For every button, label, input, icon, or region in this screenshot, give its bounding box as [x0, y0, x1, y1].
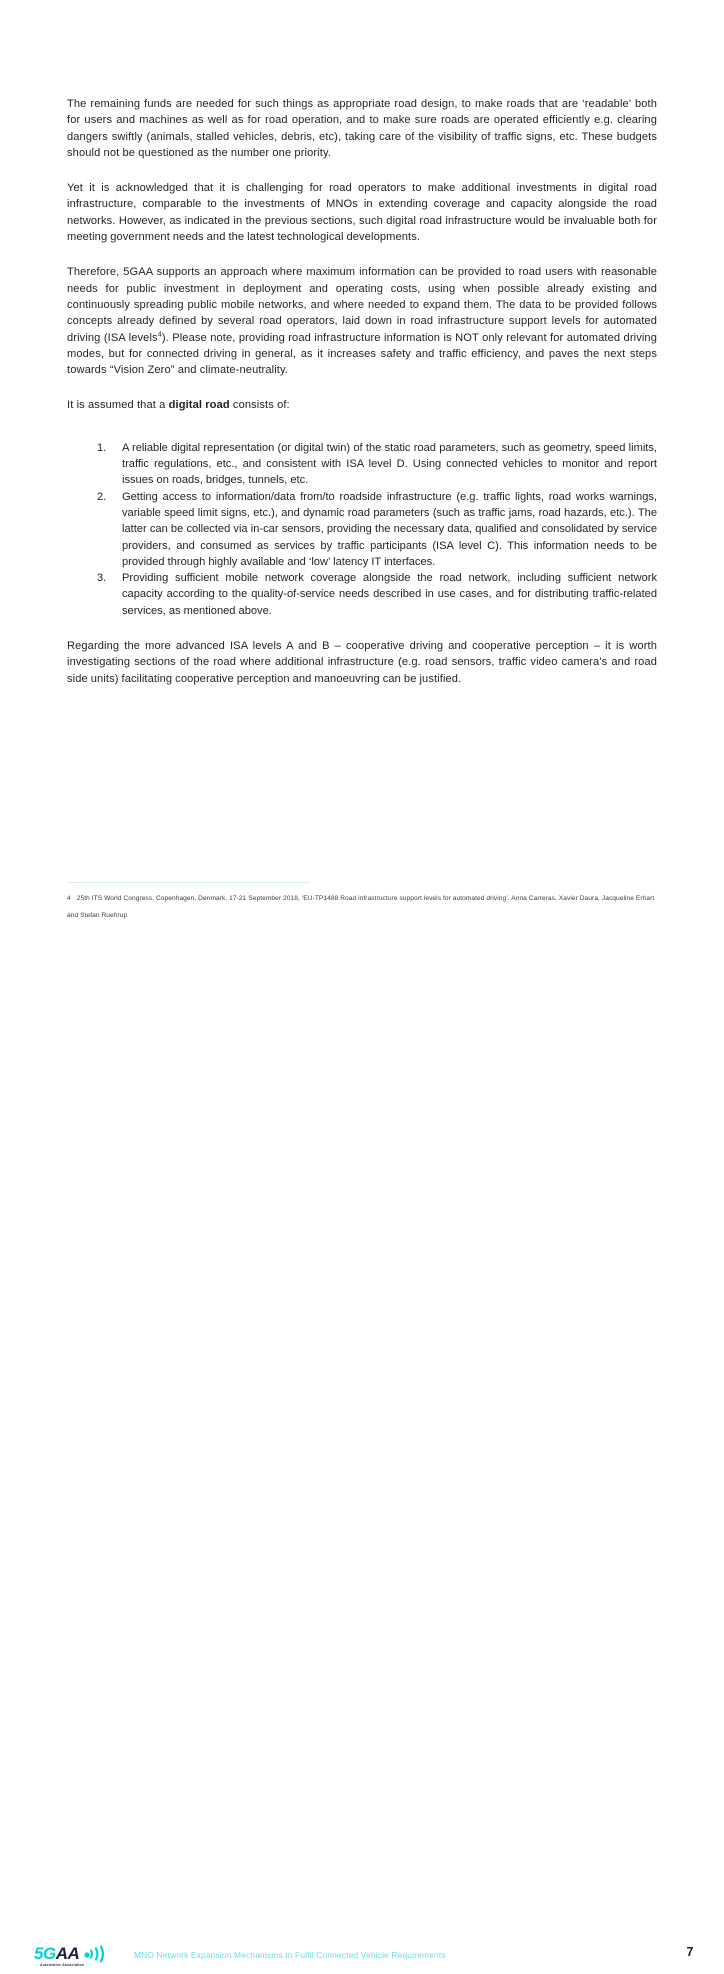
footnote-marker-4: 4: [157, 328, 162, 338]
digital-road-requirements-list: [67, 440, 657, 619]
document-body: [67, 96, 657, 687]
logo-text-5g: 5G: [34, 1944, 56, 1963]
footnote-separator: [67, 882, 310, 883]
paragraph-3-text-a: Therefore, 5GAA supports an approach where maximum information can be provided to road users with reasonable needs for public investment in deployment and operating costs, using when possible already existing and continuously spreading public mobile networks, and where needed to expand them. The data to be provided follows concepts already defined by several road operators, laid down in road infrastructure support levels for automated driving (ISA levels: [67, 266, 657, 344]
logo-wordmark: [34, 1944, 79, 1963]
footnote-number: 4: [67, 895, 71, 902]
paragraph-4-text-a: It is assumed that a: [67, 399, 169, 412]
footnote-text: 25th ITS World Congress, Copenhagen, Denmark, 17-21 September 2018, ‘EU-TP1488 Road infrastructure support levels for automated driving’, Anna Carreras, Xavier Daura, Jacqueline Erhart and Stefan Ruehrup: [67, 895, 655, 919]
signal-arc-icon: [84, 1945, 110, 1963]
list-spacer: [67, 433, 657, 440]
paragraph-1: The remaining funds are needed for such things as appropriate road design, to make roads that are ‘readable’ both for users and machines as well as for road operation, and to make sure roads are operated efficiently e.g. clearing dangers swiftly (animals, stalled vehicles, debris, etc), taking care of the visibility of traffic signs, etc. These budgets should not be questioned as the number one priority.: [67, 98, 657, 159]
logo-text-aa: AA: [55, 1944, 80, 1963]
paragraph-2: Yet it is acknowledged that it is challenging for road operators to make additional investments in digital road infrastructure, comparable to the investments of MNOs in extending coverage and capacity alongside the road networks. However, as indicated in the previous sections, such digital road infrastructure would be invaluable both for meeting government needs and the latest technological developments.: [67, 182, 657, 244]
page-number: 7: [686, 1945, 694, 1959]
paragraph-3: [67, 264, 657, 378]
page-footer: [0, 968, 724, 1967]
footnote-area: [67, 882, 657, 924]
paragraph-4-intro: [67, 397, 657, 413]
footer-document-title: MNO Network Expansion Mechanisms to Fulfil Connected Vehicle Requirements: [134, 1950, 446, 1960]
paragraph-3-text-b: ). Please note, providing road infrastructure information is NOT only relevant for automated driving modes, but for connected driving in general, as it increases safety and traffic efficiency, and paves the next steps towards “Vision Zero” and climate-neutrality.: [67, 331, 657, 377]
paragraph-4-text-b: consists of:: [229, 399, 290, 412]
footnote-entry: [67, 890, 657, 924]
digital-road-emphasis: digital road: [168, 399, 230, 412]
logo-subtitle: Automotive Association: [40, 1963, 85, 1967]
list-item: Providing sufficient mobile network coverage alongside the road network, including sufficient network capacity according to the quality-of-service needs described in use cases, and for distributing traffic-related services, as mentioned above.: [122, 572, 657, 617]
5gaa-logo: [34, 1944, 110, 1974]
list-item: Getting access to information/data from/to roadside infrastructure (e.g. traffic lights, road works warnings, variable speed limit signs, etc.), and dynamic road parameters (such as traffic jams, road hazards, etc.). The latter can be collected via in-car sensors, providing the necessary data, qualified and consolidated by service providers, and consumed as services by traffic participants (ISA level C). This information needs to be provided through highly available and ‘low’ latency IT interfaces.: [122, 490, 657, 568]
paragraph-5: Regarding the more advanced ISA levels A and B – cooperative driving and cooperative perception – it is worth investigating sections of the road where additional infrastructure (e.g. road sensors, traffic video camera’s and road side units) facilitating cooperative perception and manoeuvring can be justified.: [67, 640, 657, 685]
list-item: A reliable digital representation (or digital twin) of the static road parameters, such as geometry, speed limits, traffic regulations, etc., and consistent with ISA level D. Using connected vehicles to monitor and report issues on roads, bridges, tunnels, etc.: [122, 441, 657, 487]
